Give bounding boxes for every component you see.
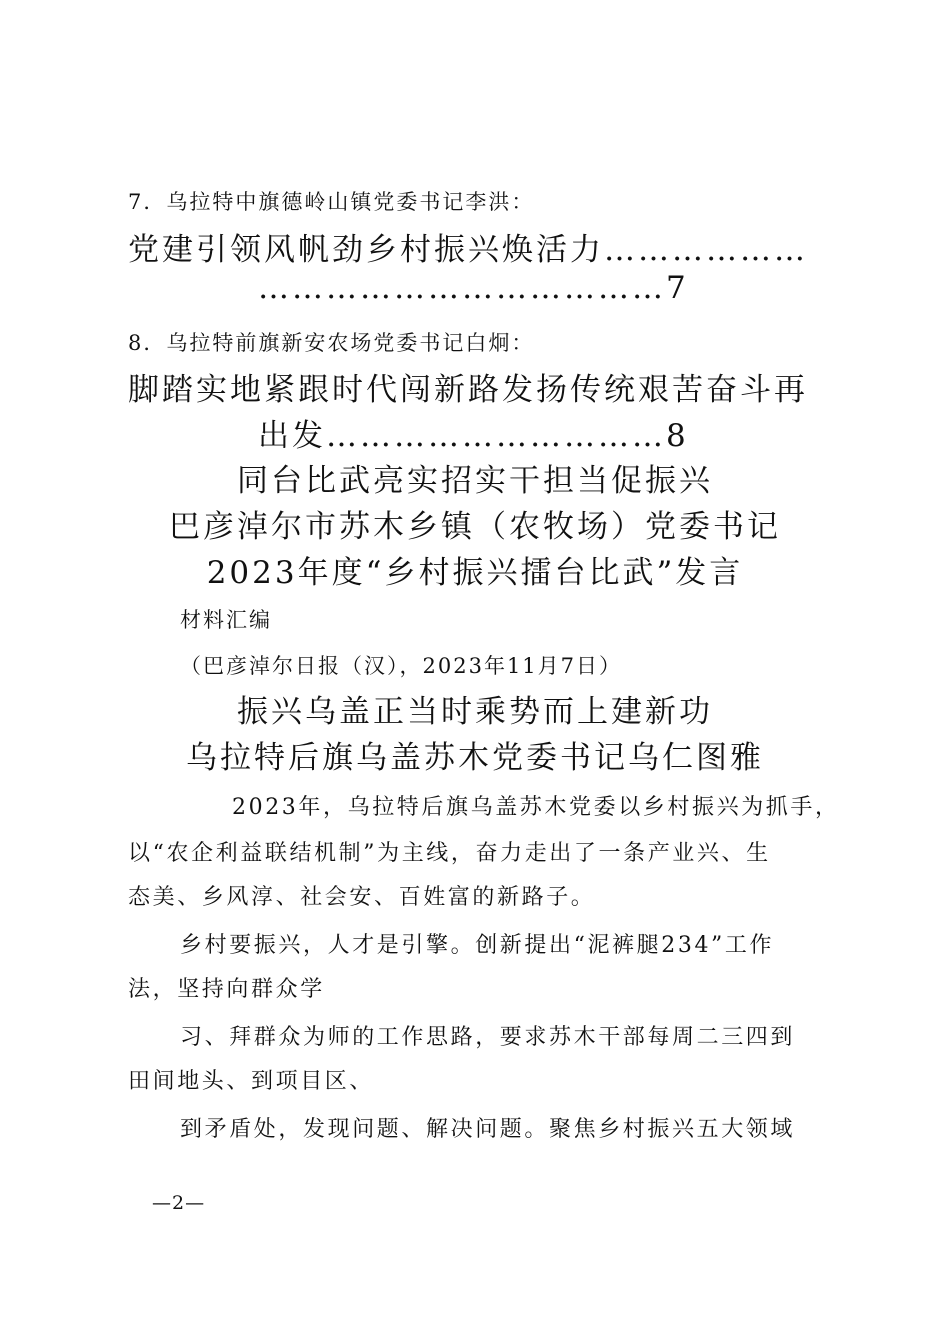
paragraph-4-line-1: 到矛盾处，发现问题、解决问题。聚焦乡村振兴五大领域 [180, 1117, 796, 1142]
toc-item-7-title-line1: 党建引领风帆劲乡村振兴焕活力……………… [128, 232, 808, 268]
toc-item-7-heading: 7．乌拉特中旗德岭山镇党委书记李洪： [128, 190, 535, 214]
paragraph-3-line-2: 田间地头、到项目区、 [128, 1069, 375, 1094]
paragraph-1-line-1: 2023年，乌拉特后旗乌盖苏木党委以乡村振兴为抓手， [232, 795, 840, 820]
paragraph-1-line-2: 以“农企利益联结机制”为主线，奋力走出了一条产业兴、生 [128, 841, 771, 866]
collection-source: （巴彦淖尔日报（汉），2023年11月7日） [180, 654, 623, 678]
toc-item-8-heading: 8．乌拉特前旗新安农场党委书记白炯： [128, 331, 535, 355]
paragraph-3-line-1: 习、拜群众为师的工作思路，要求苏木干部每周二三四到 [180, 1025, 796, 1050]
paragraph-2-line-2: 法，坚持向群众学 [128, 977, 325, 1002]
toc-item-8-title-line1: 脚踏实地紧跟时代闯新路发扬传统艰苦奋斗再 [128, 372, 808, 408]
article-author: 乌拉特后旗乌盖苏木党委书记乌仁图雅 [186, 740, 764, 776]
article-title: 振兴乌盖正当时乘势而上建新功 [237, 694, 713, 730]
collection-title-line2: 巴彦淖尔市苏木乡镇（农牧场）党委书记 [169, 509, 781, 545]
page-number: —2— [152, 1192, 206, 1214]
collection-title-line3: 2023年度“乡村振兴擂台比武”发言 [206, 555, 744, 591]
toc-item-8-title-line2: 出发…………………………8 [258, 418, 689, 454]
collection-title-line1: 同台比武亮实招实干担当促振兴 [237, 463, 713, 499]
collection-subtitle: 材料汇编 [180, 608, 272, 632]
paragraph-2-line-1: 乡村要振兴，人才是引擎。创新提出“泥裤腿234”工作 [180, 933, 775, 958]
paragraph-1-line-3: 态美、乡风淳、社会安、百姓富的新路子。 [128, 885, 596, 910]
toc-item-7-title-line2: ………………………………7 [258, 270, 689, 306]
